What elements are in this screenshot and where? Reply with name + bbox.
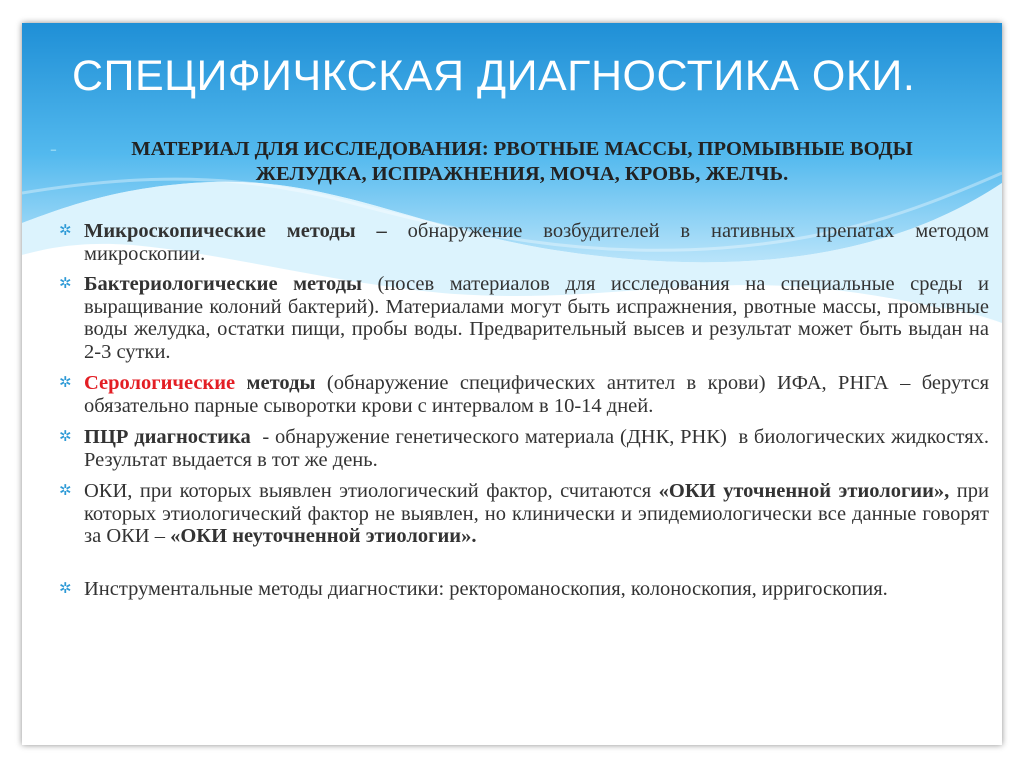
- bullet-bold-text: Бактериологические методы: [84, 273, 362, 295]
- bullet-bold-text: методы: [235, 372, 316, 394]
- list-item: [59, 372, 989, 417]
- subheading-marker: -: [50, 138, 57, 160]
- slide-title: СПЕЦИФИЧКСКАЯ ДИАГНОСТИКА ОКИ.: [72, 52, 916, 100]
- slide: [22, 23, 1002, 745]
- bullet-icon: ✲: [59, 223, 72, 239]
- bullet-icon: ✲: [59, 429, 72, 445]
- bullet-red-text: Серологические: [84, 372, 236, 394]
- bullet-list: [59, 220, 995, 600]
- subheading: [50, 137, 982, 187]
- bullet-icon: ✲: [59, 375, 72, 391]
- bullet-bold-text: «ОКИ уточненной этиологии»,: [658, 480, 950, 502]
- bullet-icon: ✲: [59, 483, 72, 499]
- subheading-line-1: МАТЕРИАЛ ДЛЯ ИССЛЕДОВАНИЯ: РВОТНЫЕ МАССЫ, ПРОМЫВНЫЕ ВОДЫ: [131, 138, 913, 160]
- bullet-text: ОКИ, при которых выявлен этиологический фактор, считаются: [84, 480, 659, 502]
- bullet-bold-text: Микроскопические методы –: [84, 220, 387, 242]
- list-item: [59, 480, 989, 548]
- bullet-text: при которых этиологический фактор не выявлен, но клинически и эпидемиологически все данные говорят за ОКИ –: [84, 480, 989, 547]
- list-item: [59, 578, 989, 601]
- bullet-text: обнаружение возбудителей в нативных препатах методом микроскопии.: [84, 220, 989, 265]
- subheading-line-2: ЖЕЛУДКА, ИСПРАЖНЕНИЯ, МОЧА, КРОВЬ, ЖЕЛЧЬ.: [255, 163, 789, 185]
- list-item: [59, 426, 995, 471]
- bullet-icon: ✲: [59, 276, 72, 292]
- list-item: [59, 273, 989, 363]
- bullet-bold-text: ПЦР диагностика: [84, 426, 251, 448]
- bullet-text: - обнаружение генетического материала (ДНК, РНК) в биологических жидкостях. Результат выдается в тот же день.: [84, 426, 995, 471]
- bullet-icon: ✲: [59, 580, 72, 597]
- bullet-text: (обнаружение специфических антител в крови) ИФА, РНГА – берутся обязательно парные сыворотки крови с интервалом в 10-14 дней.: [84, 372, 990, 417]
- bullet-text: (посев материалов для исследования на специальные среды и выращивание колоний бактерий). Материалами могут быть испражнения, рвотные массы, промывные воды желудка, остатки пищи, пробы воды. Предварительный высев и результат может быть выдан на 2-3 сутки.: [84, 273, 989, 363]
- bullet-text: Инструментальные методы диагностики: ректороманоскопия, колоноскопия, ирригоскопия.: [84, 577, 888, 600]
- list-item: [59, 220, 989, 265]
- bullet-bold-text: «ОКИ неуточненной этиологии».: [170, 525, 477, 547]
